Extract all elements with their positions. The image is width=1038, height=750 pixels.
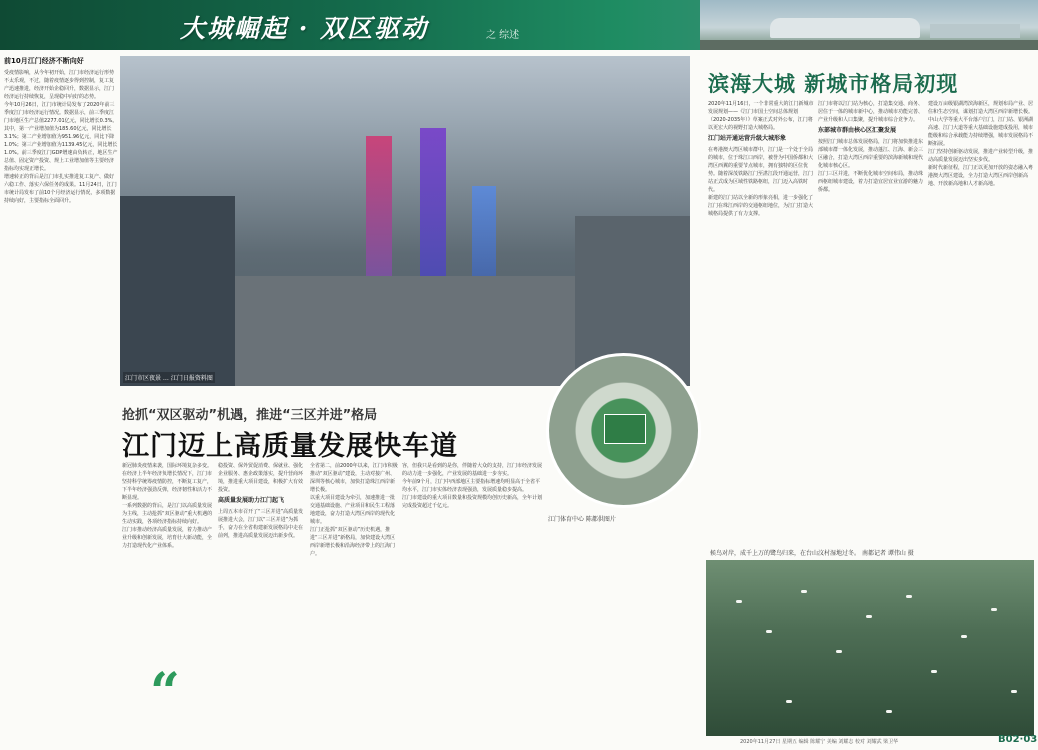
body-paragraph: 按照江门城市总体发展格局，江门将加快推进东部城市群一体化发展，推动蓬江、江海、新会三区融合，打造大湾区西岸重要的滨海新城和现代化城市核心区。 [818,139,924,169]
body-paragraph: 江门坚持创新驱动发展，推进产业转型升级，推动高质量发展迈出坚实步伐。 [928,149,1034,163]
right-column-3 [928,100,1034,540]
body-paragraph: 新建的江门站以全新的形象亮相，进一步强化了江门在珠江西岸的交通枢纽地位，为江门打造大城格局提供了有力支撑。 [708,195,814,217]
body-paragraph: 江门市建设的重大项目数量和投资规模均创历史新高，全年计划完成投资超过千亿元。 [402,495,542,509]
egret-bird [991,608,997,611]
subheading: 江门站开通运营升级大城形象 [708,135,787,142]
body-paragraph: 上周五本市召开了“三区并进”高质量发展推进大会，江门以“三区并进”为抓手，奋力在全省构建新发展格局中走在前列，推进高质量发展迈出新步伐。 [218,509,304,539]
body-paragraph: 江门市将以江门站为核心，打造集交通、商务、居住于一体的城市新中心，推动城市功能完善、产业升级和人口集聚，提升城市综合竞争力。 [818,101,924,123]
body-paragraph: 今年前9个月，江门中西部地区主要指标增速均明显高于全省平均水平，江门市实体经济表现强劲，发展质量稳步提高。 [402,479,541,493]
egret-wetland-photo [706,560,1034,736]
city-night-photo [120,56,690,386]
stadium-photo [546,353,701,508]
tower-left [120,196,235,386]
body-paragraph: 稳投资、保外贸促消费、保就业、强化企业服务、惠企政策落实，提升营商环境，推进重大项目建设，积极扩大有效投资。 [218,463,304,493]
left-article-paragraph: 受疫情影响，从今年初开始，江门市经济运行形势不太乐观，不过，随着疫情逐步得到控制，复工复产迅速推进，经济开始企稳回升，数据显示，江门经济运行持续恢复，呈现稳中向好的态势。 [4,70,115,100]
body-paragraph: 新时代新征程，江门正以更加开放的姿态融入粤港澳大湾区建设，全力打造大湾区西岸创新高地、开放新高地和人才新高地。 [928,165,1034,187]
body-paragraph: 2020年11月16日，一个非常重大的江门新城市发展规划——《江门市国土空间总体规划（2020-2035年）》草案正式对外公布，江门将以更宏大的视野打造大城格局。 [708,101,814,131]
left-article-heading: 前10月江门经济不断向好 [4,57,84,65]
banner-station-building [770,18,920,38]
headline-kicker: 抢抓“双区驱动”机遇，推进“三区并进”格局 [122,408,378,423]
left-article [4,56,118,746]
body-paragraph: 在粤港澳大湾区城市群中，江门是一个处于全局的城市，位于珠江口西岸，被誉为中国侨都和大湾区西翼的重要节点城市，拥有独特的区位优势。随着深茂铁路江门至湛江段开通运营，江门站正式成为区域性铁路枢纽，江门迈入高铁时代。 [708,147,814,193]
egret-bird [906,595,912,598]
egret-bird [866,615,872,618]
egret-bird [931,670,937,673]
subheading: 高质量发展助力江门起飞 [218,497,285,504]
egret-bird [836,650,842,653]
center-column-1 [122,462,214,677]
egret-bird [961,635,967,638]
center-column-4 [402,462,542,744]
banner-road [700,40,1038,50]
right-column-2 [818,100,924,540]
section-banner [0,0,1038,50]
egret-caption-text: 候鸟对岸，成千上万的鹭鸟归来，在台山汶村湿地过冬。 [710,550,861,557]
body-paragraph: 中山大学等重大平台落户江门，江门站、银洲湖高速、江门大道等重大基础设施建成投用，城市能级和综合承载能力持续增强，城市发展格局不断拓展。 [928,117,1034,147]
quote-mark-graphic: “ [150,662,180,723]
body-paragraph: 全省第二，前2000年以来，江门市积极推动“双区驱动”建设，主动对接广州、深圳等核心城市，加快打造珠江西岸新增长极。 [310,463,398,493]
photo-caption: 江门市区夜景 … 江门日报资料图 [123,372,215,383]
banner-title: 大城崛起 · 双区驱动 [180,14,429,43]
body-paragraph: 以重大项目建设为牵引，加速推进一批交通基础设施、产业项目和民生工程落地建设，奋力打造大湾区西岸的现代化城市。 [310,495,396,525]
body-paragraph: 江门正抢抓“双区驱动”历史机遇，推进“三区并进”新格局，加快建设大湾区西岸新增长极和沿海经济带上的江海门户。 [310,527,396,557]
left-article-paragraph: 增速转正的背后是江门市扎实推进复工复产、做好六稳工作、落实六保任务的成果。11月24日，江门市统计局发布了前10个月经济运行情况，多项数据持续向好，主要指标全面回升。 [4,174,117,204]
left-article-paragraph: 今年10月26日，江门市统计局发布了2020年前三季度江门市经济运行情况。数据显示，前三季度江门市地区生产总值2277.01亿元，同比增长0.3%。其中，第一产业增加值为185.60亿元，同比增长3.1%；第二产业增加值为951.96亿元，同比下降1.0%；第三产业增加值为1139.45亿元，同比增长1.0%。前三季度江门GDP增速由负转正，地区生产总值、固定资产投资、规上工业增加值等主要经济指标均实现正增长。 [4,102,118,172]
center-column-2 [218,462,306,744]
egret-caption [710,548,914,557]
right-column-1 [708,100,814,540]
stadium-caption: 江门体育中心 陈都供图片 [548,516,616,523]
egret-bird [886,710,892,713]
banner-photo [700,0,1038,50]
right-headline: 滨海大城 新城市格局初现 [708,72,959,96]
body-paragraph: 一系列数据的背后，是江门以高质量发展为主线，主动抢抓“双区驱动”重大机遇的生动实践，各项经济指标持续向好。 [122,503,213,525]
egret-bird [736,600,742,603]
center-column-3 [310,462,398,744]
egret-caption-credit: 南都记者 谭伟山 摄 [861,550,914,557]
body-paragraph: 容，但我只是看到的是你，伴随着大众的支持，江门市经济发展的动力进一步强化，产业发展的基础进一步夯实。 [402,463,542,477]
page-footer: 2020年11月27日 星期五 编辑 陈耀宁 美编 刘耀志 校对 刘耀武 梁卫华 [740,739,899,745]
body-paragraph: 新冠肺炎疫情来袭，国际环境复杂多变。在经济上半年经济负增长情况下，江门市坚持科学统筹疫情防控，不断复工复产，下半年经济强劲反弹，经济韧性和活力不断显现。 [122,463,213,501]
egret-bird [1011,690,1017,693]
egret-bird [786,700,792,703]
banner-building [930,24,1020,38]
stadium-pitch [604,414,646,444]
main-headline: 江门迈上高质量发展快车道 [122,431,458,462]
page-number: B02·03 [998,734,1038,745]
body-paragraph: 江门三区并进，不断优化城市空间布局，推动珠西枢纽城市建设，着力打造宜居宜业宜游的魅力侨都。 [818,171,924,193]
egret-bird [766,630,772,633]
subheading: 东部城市群由核心区汇聚发展 [818,127,897,134]
egret-bird [801,590,807,593]
body-paragraph: 江门市推动经济高质量发展，着力推动产业升级和创新发展，培育壮大新动能，全力打造现代化产业体系。 [122,527,213,549]
body-paragraph: 建设万亩级银湖湾滨海新区，规划布局产业、居住和生态空间，谋划打造大湾区西岸新增长极。 [928,101,1034,115]
banner-subtitle: 之 综述 [486,30,520,41]
city-lower-block [235,276,575,386]
